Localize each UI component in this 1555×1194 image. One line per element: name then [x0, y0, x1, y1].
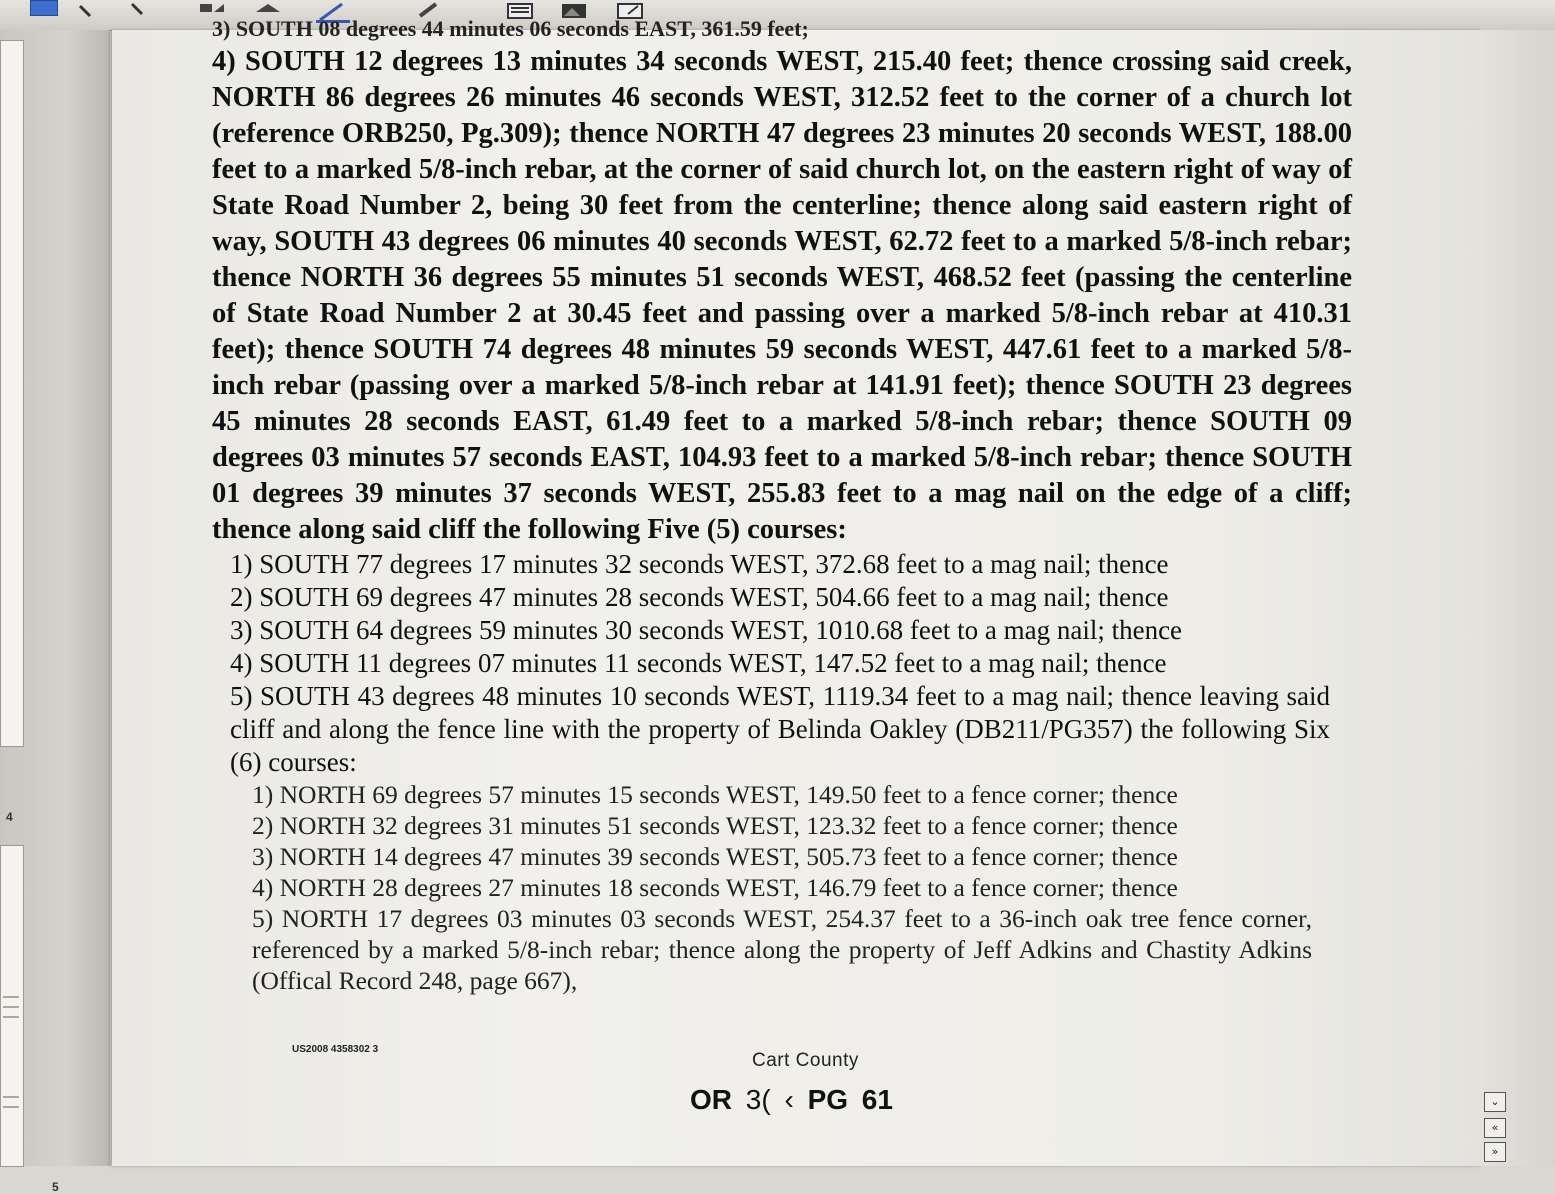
course-item: 4) NORTH 28 degrees 27 minutes 18 seconds WEST, 146.79 feet to a fence corner; thence — [252, 873, 1178, 902]
zoom-in-icon[interactable] — [126, 2, 160, 24]
scroll-area[interactable] — [1482, 30, 1555, 1166]
fence-courses — [252, 779, 1312, 996]
county-label: Cart County — [752, 1050, 859, 1071]
thumbnail-sidebar[interactable] — [0, 30, 110, 1194]
zoom-out-icon[interactable] — [76, 2, 110, 24]
course-item: 2) NORTH 32 degrees 31 minutes 51 seconds WEST, 123.32 feet to a fence corner; thence — [252, 811, 1178, 840]
main-paragraph: 4) SOUTH 12 degrees 13 minutes 34 seconds WEST, 215.40 feet; thence crossing said creek, NORTH 86 degrees 26 minutes 46 seconds WEST, 312.52 feet to the corner of a church lot (reference ORB250, Pg.309); thence NORTH 47 degrees 23 minutes 20 seconds WEST, 188.00 feet to a marked 5/8-inch rebar, at the corner of said church lot, on the eastern right of way of State Road Number 2, being 30 feet from the centerline; thence along said eastern right of way, SOUTH 43 degrees 06 minutes 40 seconds WEST, 62.72 feet to a marked 5/8-inch rebar; thence NORTH 36 degrees 55 minutes 51 seconds WEST, 468.52 feet (passing the centerline of State Road Number 2 at 30.45 feet and passing over a marked 5/8-inch rebar at 410.31 feet); thence SOUTH 74 degrees 48 minutes 59 seconds WEST, 447.61 feet to a marked 5/8-inch rebar (passing over a marked 5/8-inch rebar at 141.91 feet); thence SOUTH 23 degrees 45 minutes 28 seconds EAST, 61.49 feet to a marked 5/8-inch rebar; thence SOUTH 09 degrees 03 minutes 57 seconds EAST, 104.93 feet to a marked 5/8-inch rebar; thence SOUTH 01 degrees 39 minutes 37 seconds WEST, 255.83 feet to a mag nail on the edge of a cliff; thence along said cliff the following Five (5) courses: — [212, 46, 1352, 545]
page-thumbnail[interactable] — [0, 845, 24, 1167]
book-number: 3( ‹ — [745, 1084, 794, 1115]
course-item: 1) SOUTH 77 degrees 17 minutes 32 seconds WEST, 372.68 feet to a mag nail; thence — [230, 549, 1169, 579]
course-item: 3) NORTH 14 degrees 47 minutes 39 seconds WEST, 505.73 feet to a fence corner; thence — [252, 842, 1178, 871]
course-item: 1) NORTH 69 degrees 57 minutes 15 seconds WEST, 149.50 feet to a fence corner; thence — [252, 780, 1178, 809]
book-label: OR — [690, 1084, 732, 1115]
selected-tool-indicator[interactable] — [30, 0, 58, 16]
course-item: 5) SOUTH 43 degrees 48 minutes 10 seconds WEST, 1119.34 feet to a mag nail; thence leaving said cliff and along the fence line with the property of Belinda Oakley (DB211/PG357) the following Six (6) courses: — [230, 681, 1330, 777]
document-id: US2008 4358302 3 — [292, 1044, 379, 1055]
course-item: 4) SOUTH 11 degrees 07 minutes 11 seconds WEST, 147.52 feet to a mag nail; thence — [230, 648, 1167, 678]
course-item: 5) NORTH 17 degrees 03 minutes 03 seconds WEST, 254.37 feet to a 36-inch oak tree fence corner, referenced by a marked 5/8-inch rebar; thence along the property of Jeff Adkins and Chastity Adkins (Offical Record 248, page 667), — [252, 904, 1312, 995]
page-number-label: 4 — [6, 810, 13, 824]
previous-page-button[interactable]: « — [1484, 1118, 1506, 1138]
course-item: 3) SOUTH 64 degrees 59 minutes 30 seconds WEST, 1010.68 feet to a mag nail; thence — [230, 615, 1183, 645]
legal-description — [212, 44, 1352, 996]
course-item: 2) SOUTH 69 degrees 47 minutes 28 seconds WEST, 504.66 feet to a mag nail; thence — [230, 582, 1169, 612]
cliff-courses — [230, 548, 1330, 779]
page-thumbnail[interactable] — [0, 40, 24, 747]
book-page-reference — [690, 1084, 893, 1116]
page-label: PG 61 — [807, 1084, 893, 1115]
document-page — [112, 16, 1482, 1166]
next-page-button[interactable]: » — [1484, 1142, 1506, 1162]
page-number-label: 5 — [52, 1180, 59, 1194]
cut-off-top-line: 3) SOUTH 08 degrees 44 minutes 06 seconds EAST, 361.59 feet; — [212, 16, 809, 41]
scroll-down-button[interactable]: ⌄ — [1484, 1092, 1506, 1112]
